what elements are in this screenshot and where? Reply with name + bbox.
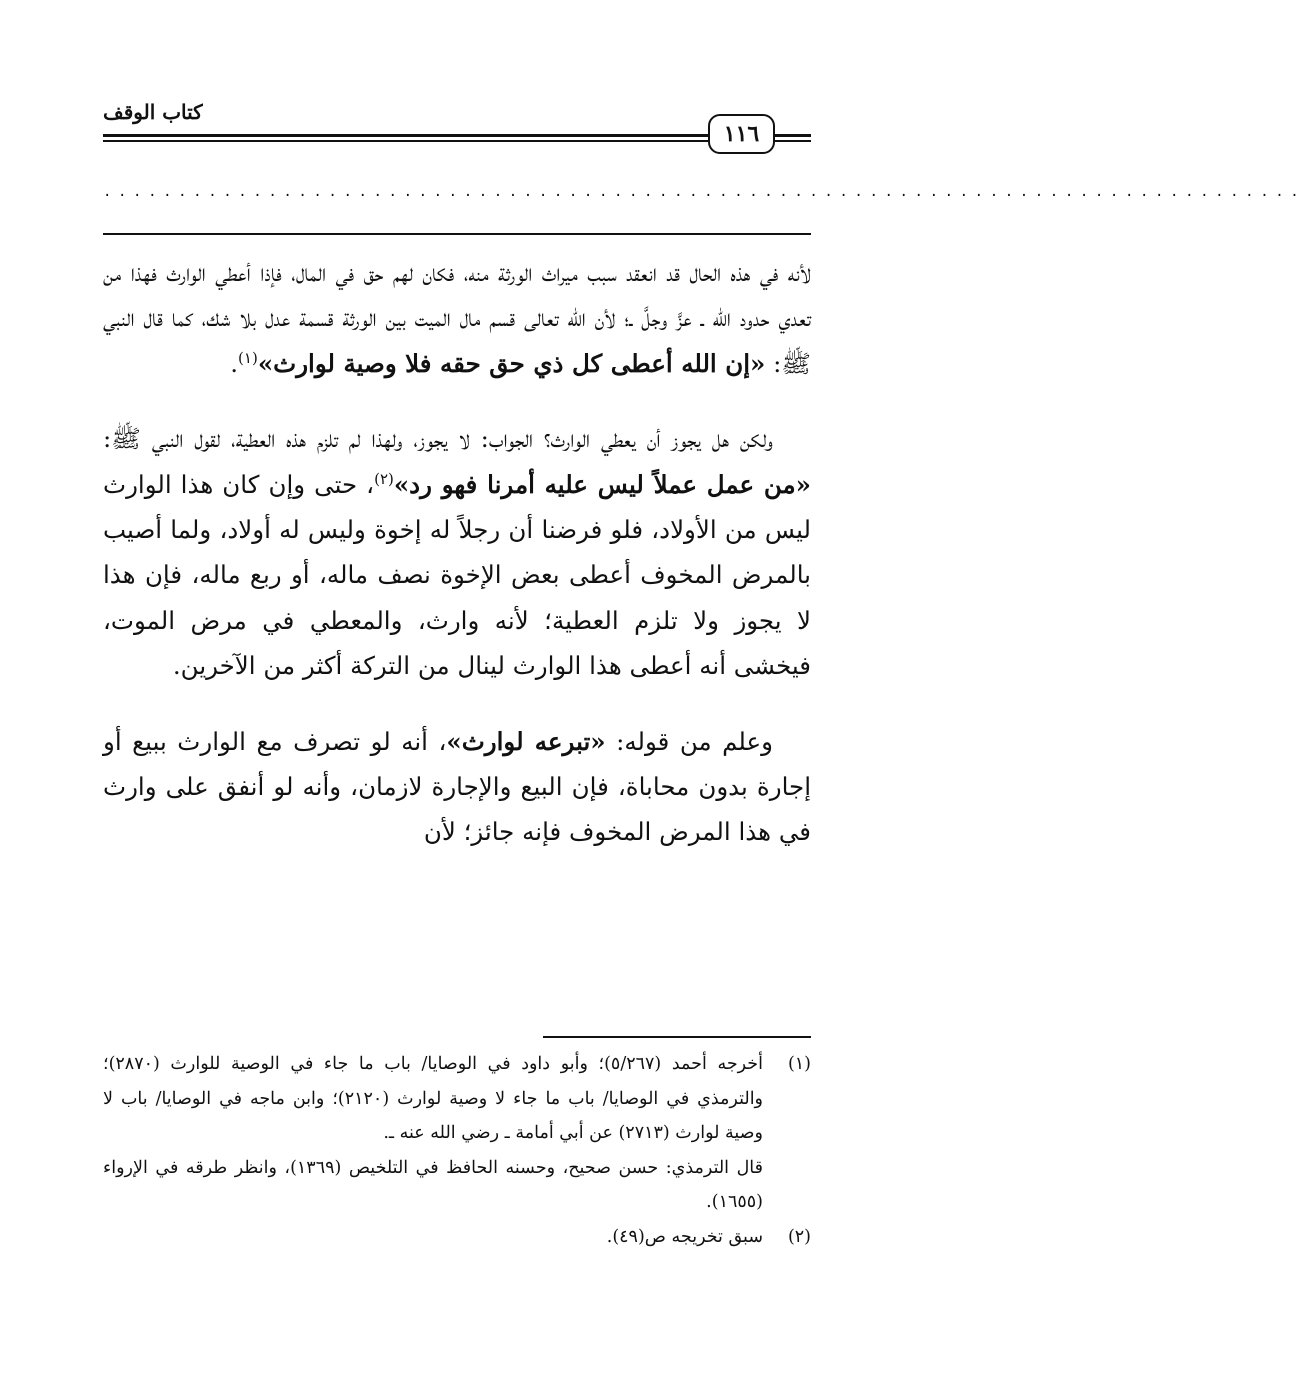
footnote-ref-2[interactable]: (٢) (374, 469, 394, 488)
header-rule-thin (103, 140, 709, 142)
page-number: ١١٦ (708, 114, 775, 154)
running-header-title: كتاب الوقف (103, 100, 203, 124)
paragraph-2: ولكن هل يجوز أن يعطي الوارث؟ الجواب: لا يجوز، ولهذا لم تلزم هذه العطية، لقول النبي ﷺ: «من عمل عملاً ليس عليه أمرنا فهو رد»$^{(٢)}$، حتى وإن كان هذا الوارث ليس من الأولاد، فلو فرضنا أن رجلاً له إخوة وليس له أولاد، ولما أصيب بالمرض المخوف أعطى بعض الإخوة نصف ماله، أو ربع ماله، فإن هذا لا يجوز ولا تلزم العطية؛ لأنه وارث، والمعطي في مرض الموت، فيخشى أنه أعطى هذا الوارث لينال من التركة أكثر من الآخرين. (103, 424, 811, 681)
paragraph-1: لأنه في هذه الحال قد انعقد سبب ميراث الورثة منه، فكان لهم حق في المال، فإذا أعطي الوارث فهذا من تعدي حدود الله ـ عزَّ وجلَّ ـ؛ لأن الله تعالى قسم مال الميت بين الورثة قسمة عدل بلا شك، كما قال النبي ﷺ: «إن الله أعطى كل ذي حق حقه فلا وصية لوارث»$^{(١)}$. (103, 258, 811, 378)
header-rule-right-thick (772, 134, 811, 137)
hadith-quote-2: «من عمل عملاً ليس عليه أمرنا فهو رد» (393, 469, 811, 499)
footnote-text: قال الترمذي: حسن صحيح، وحسنه الحافظ في التلخيص (١٣٦٩)، وانظر طرقه في الإرواء (١٦٥٥). (103, 1157, 763, 1212)
footnote-text: سبق تخريجه ص(٤٩). (606, 1226, 763, 1247)
footnote-rule (543, 1036, 811, 1038)
hadith-quote-1: «إن الله أعطى كل ذي حق حقه فلا وصية لوارث» (257, 348, 766, 378)
footnote-number: (٢) (787, 1226, 811, 1247)
header-rule-thick (103, 134, 709, 137)
main-text (103, 250, 811, 855)
footnote-ref-1[interactable]: (١) (238, 348, 258, 367)
footnote-text: أخرجه أحمد (٥/٢٦٧)؛ وأبو داود في الوصايا/ باب ما جاء في الوصية للوارث (٢٨٧٠)؛ والترمذي في الوصايا/ باب ما جاء لا وصية لوارث (٢١٢٠)؛ وابن ماجه في الوصايا/ باب لا وصية لوارث (٢٧١٣) عن أبي أمامة ـ رضي الله عنه ـ. (103, 1054, 764, 1143)
footnote-2 (103, 1220, 811, 1255)
dotted-separator: ................................................................................ (103, 184, 1305, 200)
footnote-1 (103, 1047, 811, 1220)
footnotes (103, 1047, 811, 1254)
header-rule-right-thin (772, 140, 811, 142)
section-rule (103, 233, 811, 235)
footnote-number: (١) (787, 1054, 811, 1074)
quoted-phrase: «تبرعه لوارث» (446, 726, 606, 756)
paragraph-3: وعلم من قوله: «تبرعه لوارث»، أنه لو تصرف مع الوارث ببيع أو إجارة بدون محاباة، فإن البيع والإجارة لازمان، وأنه لو أنفق على وارث في هذا المرض المخوف فإنه جائز؛ لأن (103, 726, 811, 847)
